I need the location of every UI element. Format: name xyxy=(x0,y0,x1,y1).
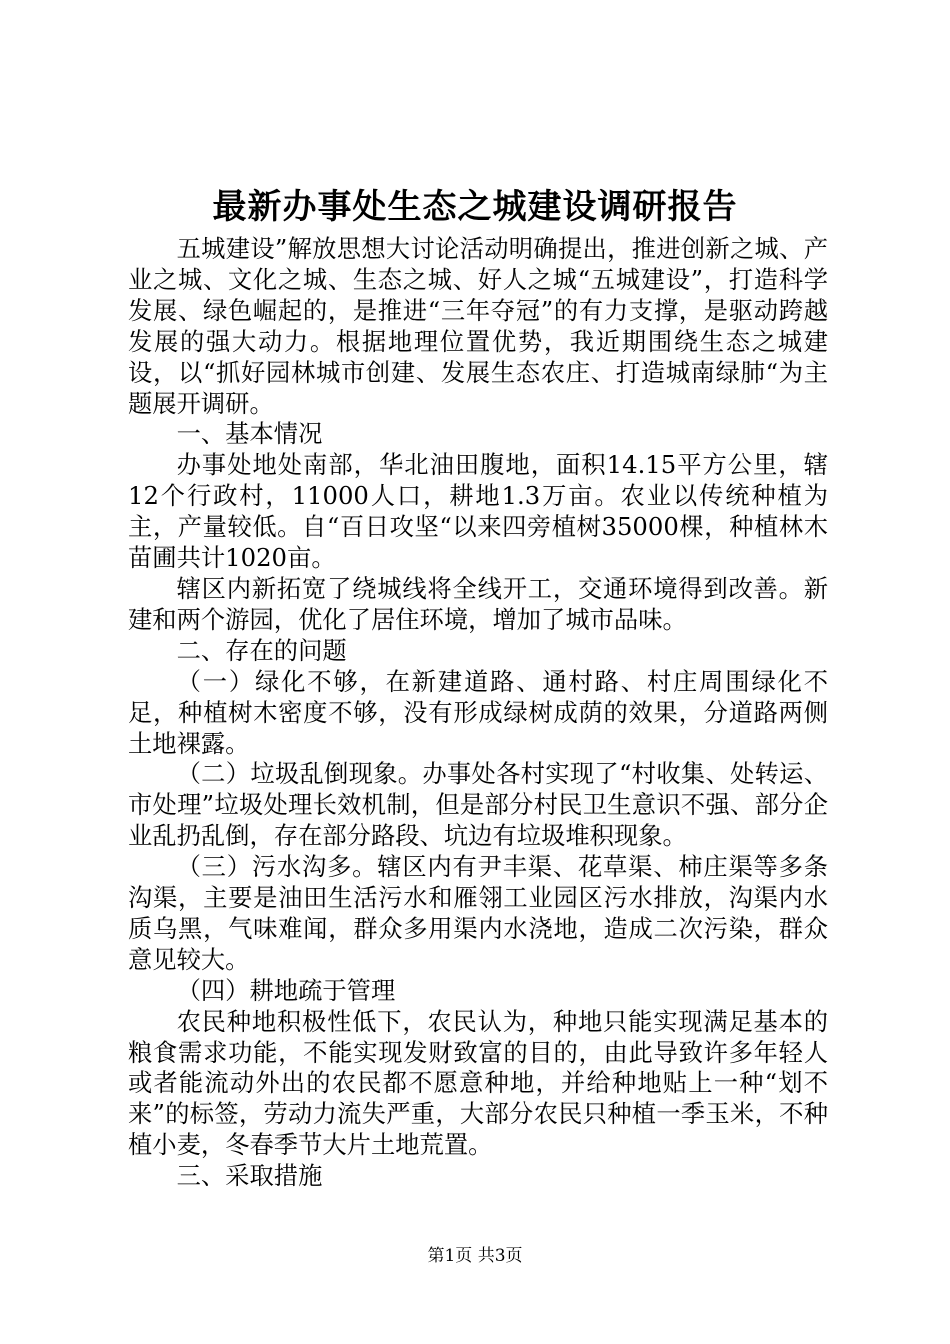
paragraph-problem-greening: （一）绿化不够，在新建道路、通村路、村庄周围绿化不足，种植树木密度不够，没有形成绿树成荫的效果，分道路两侧土地裸露。 xyxy=(128,666,828,758)
heading-problems: 二、存在的问题 xyxy=(176,635,347,665)
page-number: 第1页 共3页 xyxy=(427,1246,523,1266)
paragraph-problem-garbage: （二）垃圾乱倒现象。办事处各村实现了“村收集、处转运、市处理”垃圾处理长效机制，但是部分村民卫生意识不强、部分企业乱扔乱倒，存在部分路段、坑边有垃圾堆积现象。 xyxy=(128,759,828,851)
heading-farmland: （四）耕地疏于管理 xyxy=(176,975,396,1005)
paragraph-traffic: 辖区内新拓宽了绕城线将全线开工，交通环境得到改善。新建和两个游园，优化了居住环境，增加了城市品味。 xyxy=(128,573,828,634)
document-body xyxy=(128,234,828,1192)
paragraph-problem-sewage: （三）污水沟多。辖区内有尹丰渠、花草渠、柿庄渠等多条沟渠，主要是油田生活污水和雁翎工业园区污水排放，沟渠内水质乌黑，气味难闻，群众多用渠内水浇地，造成二次污染，群众意见较大。 xyxy=(128,852,828,974)
paragraph-farmland: 农民种地积极性低下，农民认为，种地只能实现满足基本的粮食需求功能，不能实现发财致富的目的，由此导致许多年轻人或者能流动外出的农民都不愿意种地，并给种地贴上一种“划不来”的标签，劳动力流失严重，大部分农民只种植一季玉米，不种植小麦，冬春季节大片土地荒置。 xyxy=(128,1006,828,1160)
heading-basic-situation: 一、基本情况 xyxy=(176,419,323,449)
paragraph-intro: 五城建设”解放思想大讨论活动明确提出，推进创新之城、产业之城、文化之城、生态之城、好人之城“五城建设”，打造科学发展、绿色崛起的，是推进“三年夺冠”的有力支撑，是驱动跨越发展的强大动力。根据地理位置优势，我近期围绕生态之城建设，以“抓好园林城市创建、发展生态农庄、打造城南绿肺“为主题展开调研。 xyxy=(128,234,828,418)
paragraph-basic-situation: 办事处地处南部，华北油田腹地，面积14.15平方公里，辖12个行政村，11000人口，耕地1.3万亩。农业以传统种植为主，产量较低。自“百日攻坚“以来四旁植树35000棵，种植林木苗圃共计1020亩。 xyxy=(128,450,828,573)
heading-measures: 三、采取措施 xyxy=(176,1161,323,1191)
document-title: 最新办事处生态之城建设调研报告 xyxy=(212,187,738,227)
